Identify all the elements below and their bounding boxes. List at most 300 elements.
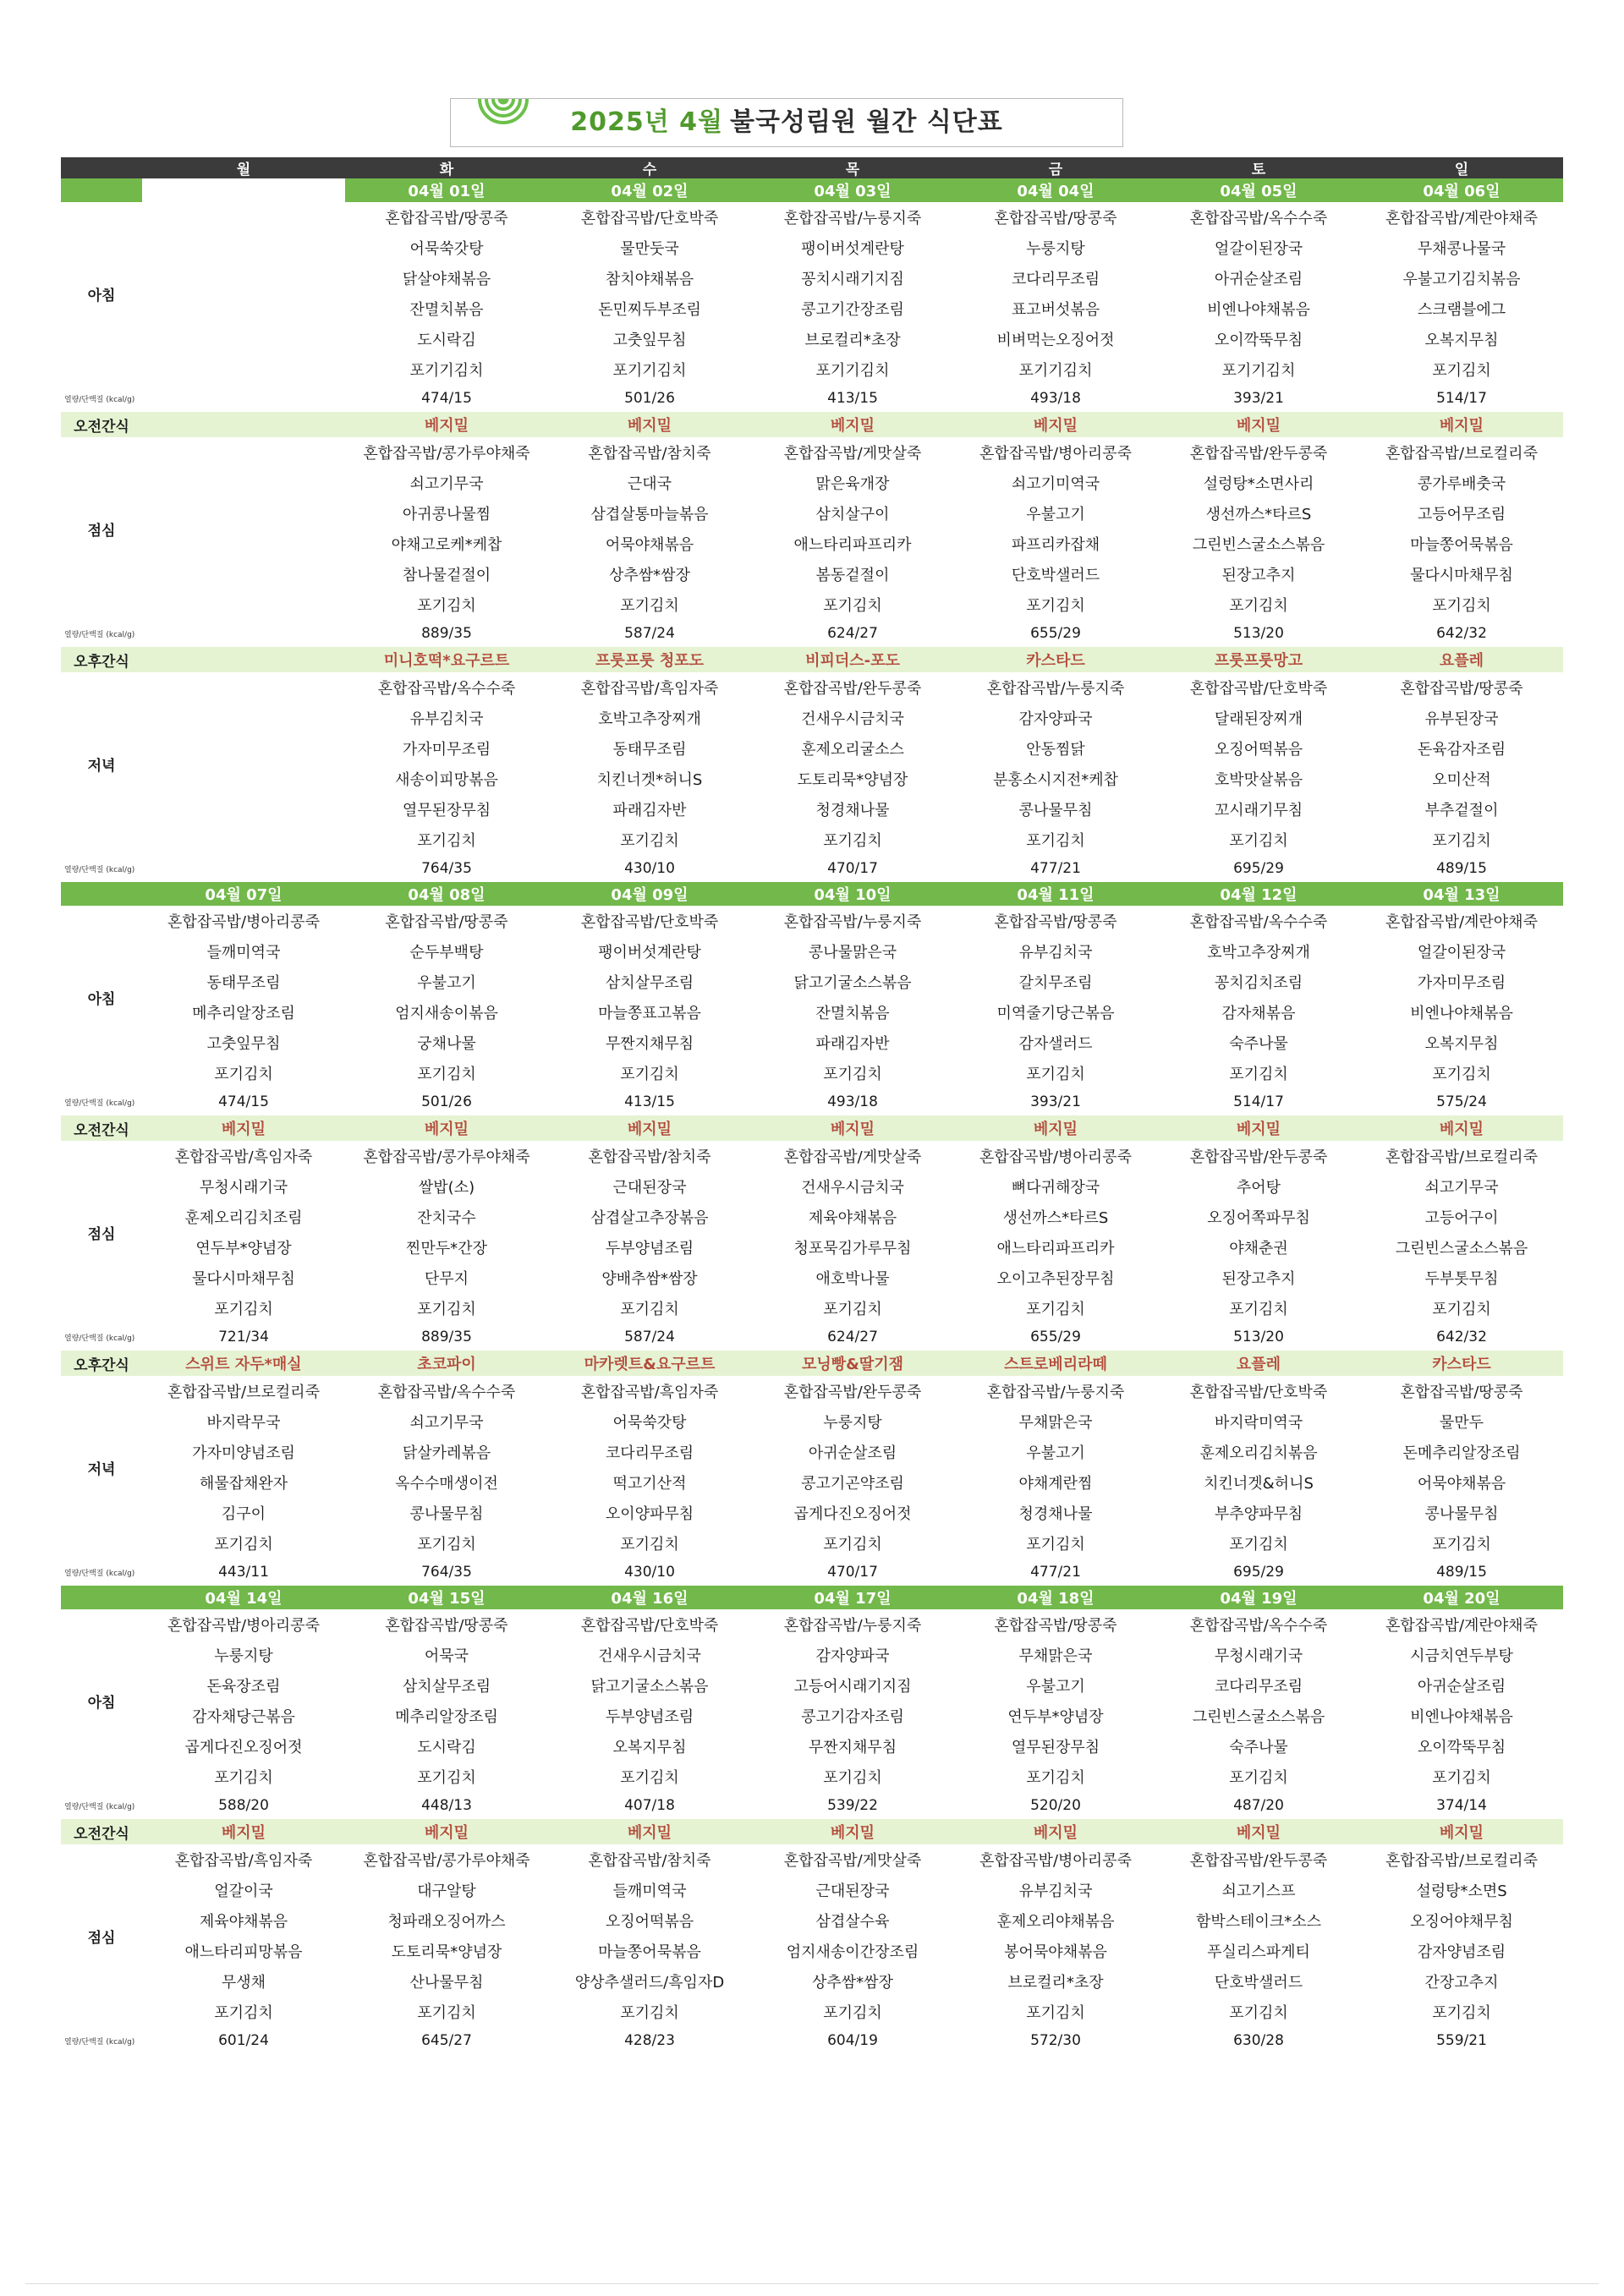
lunch-kcal-row: [61, 2027, 1563, 2054]
date-cell: 04월 08일: [345, 882, 548, 906]
lunch-item-row: [61, 1997, 1563, 2027]
pm-snack-row: [61, 647, 1563, 672]
menu-item: 곱게다진오징어젓: [184, 1739, 303, 1756]
kcal-value: 514/17: [1233, 1093, 1284, 1110]
am-snack-row: [61, 1115, 1563, 1141]
date-cell: 04월 12일: [1157, 882, 1360, 906]
snack-cell: 프룻프룻 청포도: [548, 647, 751, 672]
menu-item: 콩나물무침: [1424, 1505, 1499, 1523]
menu-item: 우불고기: [417, 974, 476, 992]
kcal-value: 655/29: [1030, 1329, 1081, 1345]
menu-item: 혼합잡곡밥/콩가루야채죽: [363, 1852, 530, 1870]
lunch-item-row: [61, 529, 1563, 559]
menu-item: 얼갈이된장국: [1214, 240, 1303, 258]
menu-item: 잔멸치볶음: [815, 1005, 890, 1022]
date-cell: 04월 15일: [345, 1586, 548, 1609]
menu-item: 건새우시금치국: [801, 710, 904, 728]
weekday-header: 토: [1157, 157, 1360, 178]
menu-item: 브로컬리*초장: [804, 332, 901, 349]
menu-item: 곱게다진오징어젓: [793, 1505, 912, 1523]
menu-item: 물다시마채무침: [1410, 567, 1513, 584]
menu-item: 포기김치: [417, 1536, 476, 1553]
menu-item: 아귀콩나물찜: [402, 506, 491, 523]
menu-item: 포기김치: [1432, 597, 1491, 615]
menu-item: 포기기김치: [409, 362, 484, 380]
kcal-value: 474/15: [218, 1093, 269, 1110]
menu-item: 혼합잡곡밥/흑임자죽: [580, 1384, 719, 1401]
weekday-header: 금: [954, 157, 1157, 178]
menu-item: 애느타리파프리카: [793, 536, 912, 554]
menu-item: 푸실리스파게티: [1207, 1943, 1310, 1961]
menu-item: 호박고추장찌개: [1207, 944, 1310, 962]
menu-item: 혼합잡곡밥/땅콩죽: [1400, 1384, 1523, 1401]
snack-cell: 베지밀: [1360, 1819, 1563, 1844]
menu-item: [142, 468, 345, 498]
menu-item: 포기김치: [417, 1769, 476, 1787]
kcal-label: 열량/단백질 (kcal/g): [64, 865, 135, 874]
weekday-header: 일: [1360, 157, 1563, 178]
menu-item: 혼합잡곡밥/완두콩죽: [783, 680, 922, 698]
menu-item: 단호박샐러드: [1214, 1974, 1303, 1992]
menu-item: 혼합잡곡밥/땅콩죽: [1400, 680, 1523, 698]
menu-item: 포기김치: [214, 2004, 273, 2022]
menu-item: 미역줄기당근볶음: [996, 1005, 1115, 1022]
snack-cell: 스위트 자두*매실: [142, 1351, 345, 1376]
menu-item: [142, 589, 345, 620]
snack-cell: 프룻프룻망고: [1157, 647, 1360, 672]
menu-item: 들깨미역국: [612, 1882, 687, 1900]
dinner-item-row: [61, 1528, 1563, 1559]
date-cell: 04월 14일: [142, 1586, 345, 1609]
kcal-value: 655/29: [1030, 625, 1081, 642]
lunch-item-row: [61, 1966, 1563, 1997]
menu-item: 감자채당근볶음: [192, 1708, 295, 1726]
dinner-item-row: [61, 1406, 1563, 1437]
menu-item: 포기김치: [1229, 1301, 1288, 1318]
kcal-value: 501/26: [421, 1093, 472, 1110]
kcal-value: 489/15: [1436, 860, 1487, 877]
menu-item: 오복지무침: [612, 1739, 687, 1756]
menu-item: 가자미무조림: [1417, 974, 1506, 992]
breakfast-item-row: [61, 1670, 1563, 1701]
menu-item: 돈민찌두부조림: [598, 301, 701, 319]
kcal-value: 645/27: [421, 2032, 472, 2049]
kcal-value: 642/32: [1436, 625, 1487, 642]
meal-label: 아침: [87, 1694, 116, 1712]
breakfast-item-row: [61, 1027, 1563, 1058]
menu-item: 포기김치: [417, 832, 476, 850]
snack-cell: 초코파이: [345, 1351, 548, 1376]
menu-item: 누룽지탕: [823, 1414, 882, 1432]
menu-item: 파래김자반: [815, 1035, 890, 1053]
menu-item: 열무된장무침: [1011, 1739, 1100, 1756]
dinner-item-row: [61, 1467, 1563, 1498]
menu-item: 어묵쑥갓탕: [409, 240, 484, 258]
menu-item: 닭고기굴소스볶음: [793, 974, 912, 992]
menu-item: 제육야채볶음: [199, 1913, 288, 1931]
menu-item: 달래된장찌개: [1214, 710, 1303, 728]
menu-item: 혼합잡곡밥/흑임자죽: [580, 680, 719, 698]
snack-cell: 베지밀: [751, 1115, 954, 1141]
date-cell: 04월 10일: [751, 882, 954, 906]
snack-cell: 베지밀: [142, 1819, 345, 1844]
kcal-value: 695/29: [1233, 860, 1284, 877]
menu-item: [142, 324, 345, 354]
breakfast-item-row: [61, 906, 1563, 936]
menu-item: 혼합잡곡밥/흑임자죽: [174, 1148, 313, 1166]
menu-item: 포기김치: [823, 597, 882, 615]
menu-item: 혼합잡곡밥/브로컬리죽: [1385, 1148, 1538, 1166]
menu-item: 애호박나물: [815, 1270, 890, 1288]
meal-label: 아침: [87, 287, 116, 304]
menu-item: 누룽지탕: [214, 1647, 273, 1665]
kcal-value: 559/21: [1436, 2032, 1487, 2049]
menu-item: 팽이버섯계란탕: [598, 944, 701, 962]
kcal-value: 393/21: [1030, 1093, 1081, 1110]
menu-item: 포기김치: [214, 1769, 273, 1787]
date-cell: 04월 06일: [1360, 178, 1563, 202]
weekday-header: 목: [751, 157, 954, 178]
kcal-value: 374/14: [1436, 1797, 1487, 1814]
menu-item: 포기김치: [620, 1536, 679, 1553]
menu-item: 근대된장국: [815, 1882, 890, 1900]
menu-item: 혼합잡곡밥/병아리콩죽: [167, 1617, 320, 1635]
menu-item: 유부김치국: [1018, 944, 1093, 962]
snack-cell: 베지밀: [954, 1819, 1157, 1844]
menu-item: 도토리묵*양념장: [391, 1943, 502, 1961]
menu-item: 쇠고기무국: [1424, 1179, 1499, 1197]
date-cell: 04월 18일: [954, 1586, 1157, 1609]
snack-cell: 베지밀: [954, 412, 1157, 437]
menu-item: 봉어묵야채볶음: [1004, 1943, 1107, 1961]
snack-cell: 베지밀: [345, 1819, 548, 1844]
menu-item: 포기김치: [1229, 1769, 1288, 1787]
menu-item: 코다리무조림: [1214, 1678, 1303, 1696]
menu-item: 혼합잡곡밥/병아리콩죽: [979, 1852, 1132, 1870]
meal-label: 저녁: [87, 1460, 116, 1478]
menu-item: 콩가루배춧국: [1417, 475, 1506, 493]
menu-item: 오복지무침: [1424, 332, 1499, 349]
menu-item: 숙주나물: [1229, 1739, 1288, 1756]
lunch-item-row: [61, 1875, 1563, 1905]
menu-item: 삼겹살통마늘볶음: [590, 506, 709, 523]
kcal-value: 624/27: [827, 625, 878, 642]
weekday-header: 수: [548, 157, 751, 178]
menu-item: 포기기김치: [1018, 362, 1093, 380]
menu-item: 무짠지채무침: [808, 1739, 897, 1756]
menu-item: 치킨너겟*허니S: [596, 771, 703, 789]
snack-cell: 베지밀: [1157, 1819, 1360, 1844]
breakfast-item-row: [61, 233, 1563, 263]
menu-item: 가자미무조림: [402, 741, 491, 759]
menu-item: 포기김치: [823, 1536, 882, 1553]
menu-item: 파프리카잡채: [1011, 536, 1100, 554]
menu-item: [142, 703, 345, 733]
menu-item: 오미산적: [1432, 771, 1491, 789]
kcal-label: 열량/단백질 (kcal/g): [64, 1569, 135, 1578]
snack-cell: 비피더스-포도: [751, 647, 954, 672]
menu-item: 혼합잡곡밥/계란야채죽: [1385, 913, 1538, 931]
menu-item: 혼합잡곡밥/단호박죽: [580, 210, 719, 227]
menu-item: 어묵야채볶음: [1417, 1475, 1506, 1493]
menu-item: 꽁치시래기지짐: [801, 271, 904, 288]
menu-item: 된장고추지: [1221, 567, 1296, 584]
kcal-value: 413/15: [624, 1093, 675, 1110]
snack-cell: 미니호떡*요구르트: [345, 647, 548, 672]
meal-label: 오후간식: [61, 1351, 142, 1376]
menu-item: 도토리묵*양념장: [797, 771, 908, 789]
menu-item: 마늘쫑표고볶음: [598, 1005, 701, 1022]
menu-item: 감자양파국: [1018, 710, 1093, 728]
kcal-label: 열량/단백질 (kcal/g): [64, 1334, 135, 1343]
breakfast-kcal-row: [61, 385, 1563, 412]
menu-item: 추어탕: [1236, 1179, 1281, 1197]
menu-item: [142, 354, 345, 385]
lunch-item-row: [61, 1936, 1563, 1966]
menu-item: 삼치살무조림: [402, 1678, 491, 1696]
menu-item: 근대국: [627, 475, 672, 493]
menu-item: 혼합잡곡밥/누룽지죽: [986, 1384, 1125, 1401]
menu-item: [142, 733, 345, 764]
breakfast-item-row: [61, 1731, 1563, 1762]
lunch-item-row: [61, 1202, 1563, 1232]
menu-item: 갈치무조림: [1018, 974, 1093, 992]
menu-item: 호박맛살볶음: [1214, 771, 1303, 789]
date-cell: 04월 16일: [548, 1586, 751, 1609]
menu-item: 건새우시금치국: [801, 1179, 904, 1197]
breakfast-item-row: [61, 1640, 1563, 1670]
menu-item: 혼합잡곡밥/단호박죽: [1189, 680, 1328, 698]
breakfast-item-row: [61, 354, 1563, 385]
menu-item: 물만두: [1439, 1414, 1484, 1432]
menu-item: 두부양념조림: [605, 1708, 694, 1726]
date-row-label: [61, 1586, 142, 1609]
dinner-item-row: [61, 825, 1563, 855]
dinner-item-row: [61, 733, 1563, 764]
snack-cell: 마카렛트&요구르트: [548, 1351, 751, 1376]
menu-item: 포기김치: [214, 1301, 273, 1318]
menu-item: 무채맑은국: [1018, 1647, 1093, 1665]
menu-item: 고춧잎무침: [206, 1035, 281, 1053]
menu-item: 어묵쑥갓탕: [612, 1414, 687, 1432]
menu-item: 혼합잡곡밥/참치죽: [588, 1852, 711, 1870]
snack-cell: 스트로베리라떼: [954, 1351, 1157, 1376]
menu-item: 옥수수매생이전: [395, 1475, 498, 1493]
menu-item: 혼합잡곡밥/옥수수죽: [377, 1384, 516, 1401]
breakfast-item-row: [61, 1609, 1563, 1640]
menu-item: 돈메추리알장조림: [1402, 1444, 1521, 1462]
date-cell: 04월 04일: [954, 178, 1157, 202]
kcal-value: 430/10: [624, 860, 675, 877]
menu-item: 근대된장국: [612, 1179, 687, 1197]
menu-item: 쌀밥(소): [418, 1179, 475, 1197]
menu-item: 설렁탕*소면S: [1416, 1882, 1507, 1900]
breakfast-item-row: [61, 967, 1563, 997]
snack-cell: 요플레: [1360, 647, 1563, 672]
menu-item: 고등어구이: [1424, 1209, 1499, 1227]
menu-item: 마늘쫑어묵볶음: [598, 1943, 701, 1961]
date-cell: 04월 17일: [751, 1586, 954, 1609]
menu-item: [142, 293, 345, 324]
menu-item: 무청시래기국: [1214, 1647, 1303, 1665]
dinner-item-row: [61, 1498, 1563, 1528]
menu-item: 제육야채볶음: [808, 1209, 897, 1227]
kcal-label: 열량/단백질 (kcal/g): [64, 1802, 135, 1811]
menu-item: 찐만두*간장: [406, 1240, 487, 1258]
meal-label: 점심: [87, 1929, 116, 1947]
menu-item: 훈제오리야채볶음: [996, 1913, 1115, 1931]
menu-item: 비벼먹는오징어젓: [996, 332, 1115, 349]
kcal-label: 열량/단백질 (kcal/g): [64, 630, 135, 639]
lunch-item-row: [61, 1171, 1563, 1202]
lunch-item-row: [61, 468, 1563, 498]
snack-cell: [142, 647, 345, 672]
menu-item: 혼합잡곡밥/땅콩죽: [385, 913, 508, 931]
weekday-header-row: [61, 157, 1563, 178]
snack-cell: 베지밀: [954, 1115, 1157, 1141]
lunch-item-row: [61, 1141, 1563, 1171]
menu-item: 혼합잡곡밥/누룽지죽: [986, 680, 1125, 698]
menu-item: [142, 202, 345, 233]
menu-item: 콩나물무침: [1018, 802, 1093, 819]
menu-item: 포기김치: [620, 1066, 679, 1083]
menu-item: 혼합잡곡밥/땅콩죽: [994, 913, 1117, 931]
menu-item: 상추쌈*쌈장: [812, 1974, 893, 1992]
menu-item: 부추양파무침: [1214, 1505, 1303, 1523]
menu-item: 잔멸치볶음: [409, 301, 484, 319]
menu-item: 무채콩나물국: [1417, 240, 1506, 258]
title-name: 불국성림원 월간 식단표: [730, 107, 1003, 137]
menu-item: 고춧잎무침: [612, 332, 687, 349]
snack-cell: 카스타드: [954, 647, 1157, 672]
menu-item: 훈제오리김치볶음: [1199, 1444, 1318, 1462]
menu-item: 맑은육개장: [815, 475, 890, 493]
kcal-value: 520/20: [1030, 1797, 1081, 1814]
menu-item: 팽이버섯계란탕: [801, 240, 904, 258]
snack-cell: 베지밀: [548, 412, 751, 437]
menu-item: 무청시래기국: [199, 1179, 288, 1197]
menu-item: 브로컬리*초장: [1007, 1974, 1104, 1992]
menu-item: 꼬시래기무침: [1214, 802, 1303, 819]
menu-item: 그린빈스굴소스볶음: [1192, 1708, 1325, 1726]
kcal-value: 513/20: [1233, 1329, 1284, 1345]
title-banner: [450, 98, 1123, 147]
menu-item: 참나물겉절이: [402, 567, 491, 584]
menu-item: [142, 233, 345, 263]
am-snack-row: [61, 412, 1563, 437]
menu-item: 치킨너겟&허니S: [1204, 1475, 1314, 1493]
menu-item: 혼합잡곡밥/게맛살죽: [783, 1852, 922, 1870]
dinner-item-row: [61, 672, 1563, 703]
menu-item: 설렁탕*소면사리: [1203, 475, 1314, 493]
menu-item: 부추겉절이: [1424, 802, 1499, 819]
kcal-value: 493/18: [827, 1093, 878, 1110]
lunch-item-row: [61, 559, 1563, 589]
menu-item: 포기김치: [620, 597, 679, 615]
menu-item: 야채고로케*케찹: [391, 536, 502, 554]
dinner-kcal-row: [61, 1559, 1563, 1586]
dinner-item-row: [61, 764, 1563, 794]
menu-item: 포기김치: [620, 2004, 679, 2022]
menu-item: 혼합잡곡밥/땅콩죽: [385, 1617, 508, 1635]
snack-cell: 베지밀: [751, 1819, 954, 1844]
breakfast-item-row: [61, 936, 1563, 967]
kcal-value: 448/13: [421, 1797, 472, 1814]
menu-item: [142, 825, 345, 855]
menu-item: 물다시마채무침: [192, 1270, 295, 1288]
kcal-value: 470/17: [827, 1564, 878, 1581]
snack-cell: 베지밀: [548, 1115, 751, 1141]
lunch-item-row: [61, 1263, 1563, 1293]
menu-item: 그린빈스굴소스볶음: [1395, 1240, 1528, 1258]
lunch-item-row: [61, 498, 1563, 529]
menu-item: 연두부*양념장: [195, 1240, 292, 1258]
snack-cell: 베지밀: [548, 1819, 751, 1844]
menu-item: 아귀순살조림: [1417, 1678, 1506, 1696]
menu-item: 오징어떡볶음: [605, 1913, 694, 1931]
breakfast-item-row: [61, 263, 1563, 293]
menu-item: 감자양파국: [815, 1647, 890, 1665]
menu-item: 건새우시금치국: [598, 1647, 701, 1665]
snack-cell: [142, 412, 345, 437]
menu-item: 가자미양념조림: [192, 1444, 295, 1462]
kcal-value: 430/10: [624, 1564, 675, 1581]
kcal-value: 489/15: [1436, 1564, 1487, 1581]
menu-item: 포기김치: [1432, 1769, 1491, 1787]
menu-item: 혼합잡곡밥/옥수수죽: [1189, 913, 1328, 931]
menu-item: 새송이피망볶음: [395, 771, 498, 789]
menu-item: 생선까스*타르S: [1002, 1209, 1109, 1227]
kcal-value: 624/27: [827, 1329, 878, 1345]
menu-item: 김구이: [221, 1505, 266, 1523]
menu-item: 단무지: [424, 1270, 469, 1288]
menu-item: 오이깍뚝무침: [1417, 1739, 1506, 1756]
menu-item: 떡고기산적: [612, 1475, 687, 1493]
menu-item: 혼합잡곡밥/병아리콩죽: [167, 913, 320, 931]
menu-item: 어묵국: [424, 1647, 469, 1665]
kcal-value: 889/35: [421, 625, 472, 642]
kcal-value: 572/30: [1030, 2032, 1081, 2049]
kcal-value: 470/17: [827, 860, 878, 877]
date-row-label: [61, 178, 142, 202]
menu-item: 뼈다귀해장국: [1011, 1179, 1100, 1197]
menu-item: [142, 437, 345, 468]
date-cell: 04월 01일: [345, 178, 548, 202]
date-cell: 04월 02일: [548, 178, 751, 202]
menu-item: 포기김치: [1229, 1536, 1288, 1553]
menu-item: 단호박샐러드: [1011, 567, 1100, 584]
lunch-kcal-row: [61, 620, 1563, 647]
menu-item: 도시락김: [417, 332, 476, 349]
menu-item: 오징어야채무침: [1410, 1913, 1513, 1931]
menu-item: 포기김치: [823, 1066, 882, 1083]
menu-item: 청포묵김가루무침: [793, 1240, 912, 1258]
kcal-label: 열량/단백질 (kcal/g): [64, 395, 135, 404]
menu-item: 포기김치: [823, 832, 882, 850]
kcal-value: [142, 855, 345, 882]
kcal-value: 630/28: [1233, 2032, 1284, 2049]
menu-item: 콩고기곤약조림: [801, 1475, 904, 1493]
menu-item: 생선까스*타르S: [1205, 506, 1312, 523]
menu-item: 포기김치: [214, 1536, 273, 1553]
menu-item: 표고버섯볶음: [1011, 301, 1100, 319]
menu-item: 포기김치: [620, 832, 679, 850]
kcal-value: 721/34: [218, 1329, 269, 1345]
kcal-value: 604/19: [827, 2032, 878, 2049]
menu-item: 해물잡채완자: [199, 1475, 288, 1493]
menu-item: 두부톳무침: [1424, 1270, 1499, 1288]
menu-item: 파래김자반: [612, 802, 687, 819]
